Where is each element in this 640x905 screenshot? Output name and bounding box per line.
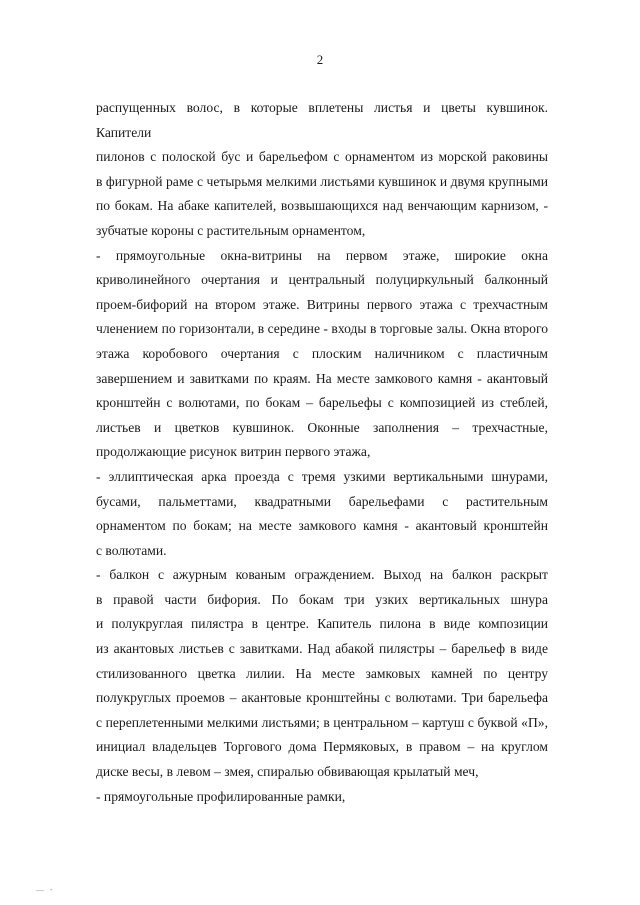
- text-line: - эллиптическая арка проезда с тремя узкими вертикальными шнурами,: [96, 468, 548, 484]
- text-line: проем-бифорий на втором этаже. Витрины первого этажа с трехчастным: [96, 296, 548, 312]
- body-text: [96, 96, 548, 809]
- page-number: 2: [316, 52, 324, 67]
- text-line: с волютами.: [96, 542, 167, 558]
- text-line: зубчатые короны с растительным орнаментом,: [96, 222, 366, 238]
- text-line: членением по горизонтали, в середине - входы в торговые залы. Окна второго: [96, 321, 548, 337]
- text-line: - балкон с ажурным кованым ограждением. Выход на балкон раскрыт: [96, 567, 548, 583]
- text-line: бусами, пальметтами, квадратными барельефами с растительным: [96, 493, 548, 509]
- text-line: из акантовых листьев с завитками. Над абакой пилястры – барельеф в виде: [96, 641, 548, 657]
- text-line: по бокам. На абаке капителей, возвышающихся над венчающим карнизом, -: [96, 198, 548, 214]
- text-line: в фигурной раме с четырьмя мелкими листьями кувшинок и двумя крупными: [96, 173, 548, 189]
- text-line: инициал владельцев Торгового дома Пермяковых, в правом – на круглом: [96, 739, 548, 755]
- text-line: стилизованного цветка лилии. На месте замковых камней по центру: [96, 665, 548, 681]
- text-line: продолжающие рисунок витрин первого этажа,: [96, 444, 371, 460]
- text-line: криволинейного очертания и центральный полуциркульный балконный: [96, 272, 548, 288]
- text-line: - прямоугольные профилированные рамки,: [96, 788, 346, 804]
- text-line: - прямоугольные окна-витрины на первом этаже, широкие окна: [96, 247, 548, 263]
- text-line: этажа коробового очертания с плоским наличником с пластичным: [96, 345, 548, 361]
- text-line: распущенных волос, в которые вплетены листья и цветы кувшинок. Капители: [96, 100, 548, 140]
- text-line: полукруглых проемов – акантовые кронштейны с волютами. Три барельефа: [96, 690, 548, 706]
- text-line: завершением и завитками по краям. На месте замкового камня - акантовый: [96, 370, 548, 386]
- footer-mark: — -: [36, 885, 55, 894]
- text-line: кронштейн с волютами, по бокам – барельефы с композицией из стеблей,: [96, 395, 548, 411]
- text-line: с переплетенными мелкими листьями; в центральном – картуш с буквой «П»,: [96, 714, 548, 730]
- text-line: пилонов с полоской бус и барельефом с орнаментом из морской раковины: [96, 149, 548, 165]
- text-line: диске весы, в левом – змея, спиралью обвивающая крылатый меч,: [96, 764, 479, 780]
- text-line: орнаментом по бокам; на месте замкового камня - акантовый кронштейн: [96, 518, 548, 534]
- text-line: и полукруглая пилястра в центре. Капитель пилона в виде композиции: [96, 616, 548, 632]
- text-line: в правой части бифория. По бокам три узких вертикальных шнура: [96, 591, 548, 607]
- text-line: листьев и цветков кувшинок. Оконные заполнения – трехчастные,: [96, 419, 548, 435]
